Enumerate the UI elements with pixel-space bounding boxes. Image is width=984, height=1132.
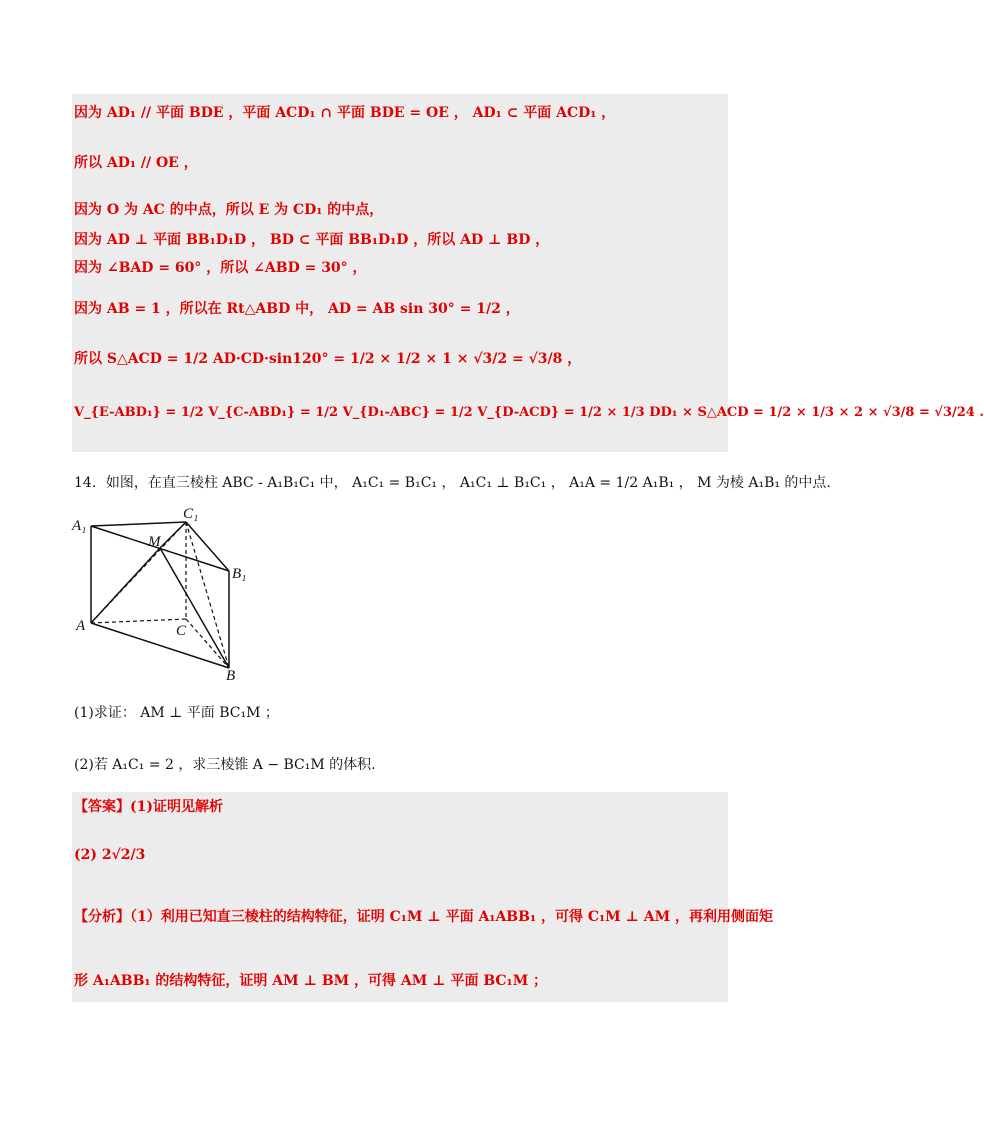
solution-line-2: 所以 AD₁ // OE ， [74, 155, 198, 171]
problem-part-2: (2)若 A₁C₁ = 2 ，求三棱锥 A − BC₁M 的体积. [74, 757, 376, 773]
label-B: B [226, 668, 236, 684]
label-B1: B₁ [232, 566, 247, 582]
answer-line-2: (2) 2√2/3 [74, 847, 146, 863]
solution-line-3: 因为 O 为 AC 的中点，所以 E 为 CD₁ 的中点， [74, 202, 384, 218]
solution-line-7: 所以 S△ACD = 1/2 AD·CD·sin120° = 1/2 × 1/2 × 1 × √3/2 = √3/8 ， [74, 351, 582, 367]
problem-part-1: (1)求证： AM ⊥ 平面 BC₁M ； [74, 705, 279, 721]
solution-line-4: 因为 AD ⊥ 平面 BB₁D₁D ， BD ⊂ 平面 BB₁D₁D ，所以 AD ⊥ BD ， [74, 232, 550, 248]
solution-line-5: 因为 ∠BAD = 60° ，所以 ∠ABD = 30° ， [74, 260, 367, 276]
label-C1: C₁ [183, 506, 199, 522]
answer-box [72, 792, 728, 1002]
label-M: M [148, 534, 161, 550]
problem-stem: 14．如图，在直三棱柱 ABC - A₁B₁C₁ 中， A₁C₁ = B₁C₁ ， A₁C₁ ⊥ B₁C₁ ， A₁A = 1/2 A₁B₁ ， M 为棱 A₁B₁ 的中点. [74, 475, 831, 491]
label-C: C [176, 623, 187, 639]
solution-line-6: 因为 AB = 1 ，所以在 Rt△ABD 中， AD = AB sin 30° = 1/2 ， [74, 301, 520, 317]
solution-line-8: V_{E-ABD₁} = 1/2 V_{C-ABD₁} = 1/2 V_{D₁-ABC} = 1/2 V_{D-ACD} = 1/2 × 1/3 DD₁ × S△ACD = 1/2 × 1/3 × 2 × √3/8 = √3/24 . [74, 405, 984, 420]
analysis-line-1: 【分析】（1）利用已知直三棱柱的结构特征，证明 C₁M ⊥ 平面 A₁ABB₁ ，可得 C₁M ⊥ AM ，再利用侧面矩 [74, 909, 774, 925]
analysis-line-2: 形 A₁ABB₁ 的结构特征，证明 AM ⊥ BM ，可得 AM ⊥ 平面 BC₁M ； [74, 973, 548, 989]
label-A1: A₁ [72, 518, 87, 534]
label-A: A [76, 618, 86, 634]
prism-figure [66, 506, 256, 682]
solution-line-1: 因为 AD₁ // 平面 BDE ，平面 ACD₁ ∩ 平面 BDE = OE ， AD₁ ⊂ 平面 ACD₁ ， [74, 105, 616, 121]
answer-line-1: 【答案】(1)证明见解析 [74, 799, 223, 815]
